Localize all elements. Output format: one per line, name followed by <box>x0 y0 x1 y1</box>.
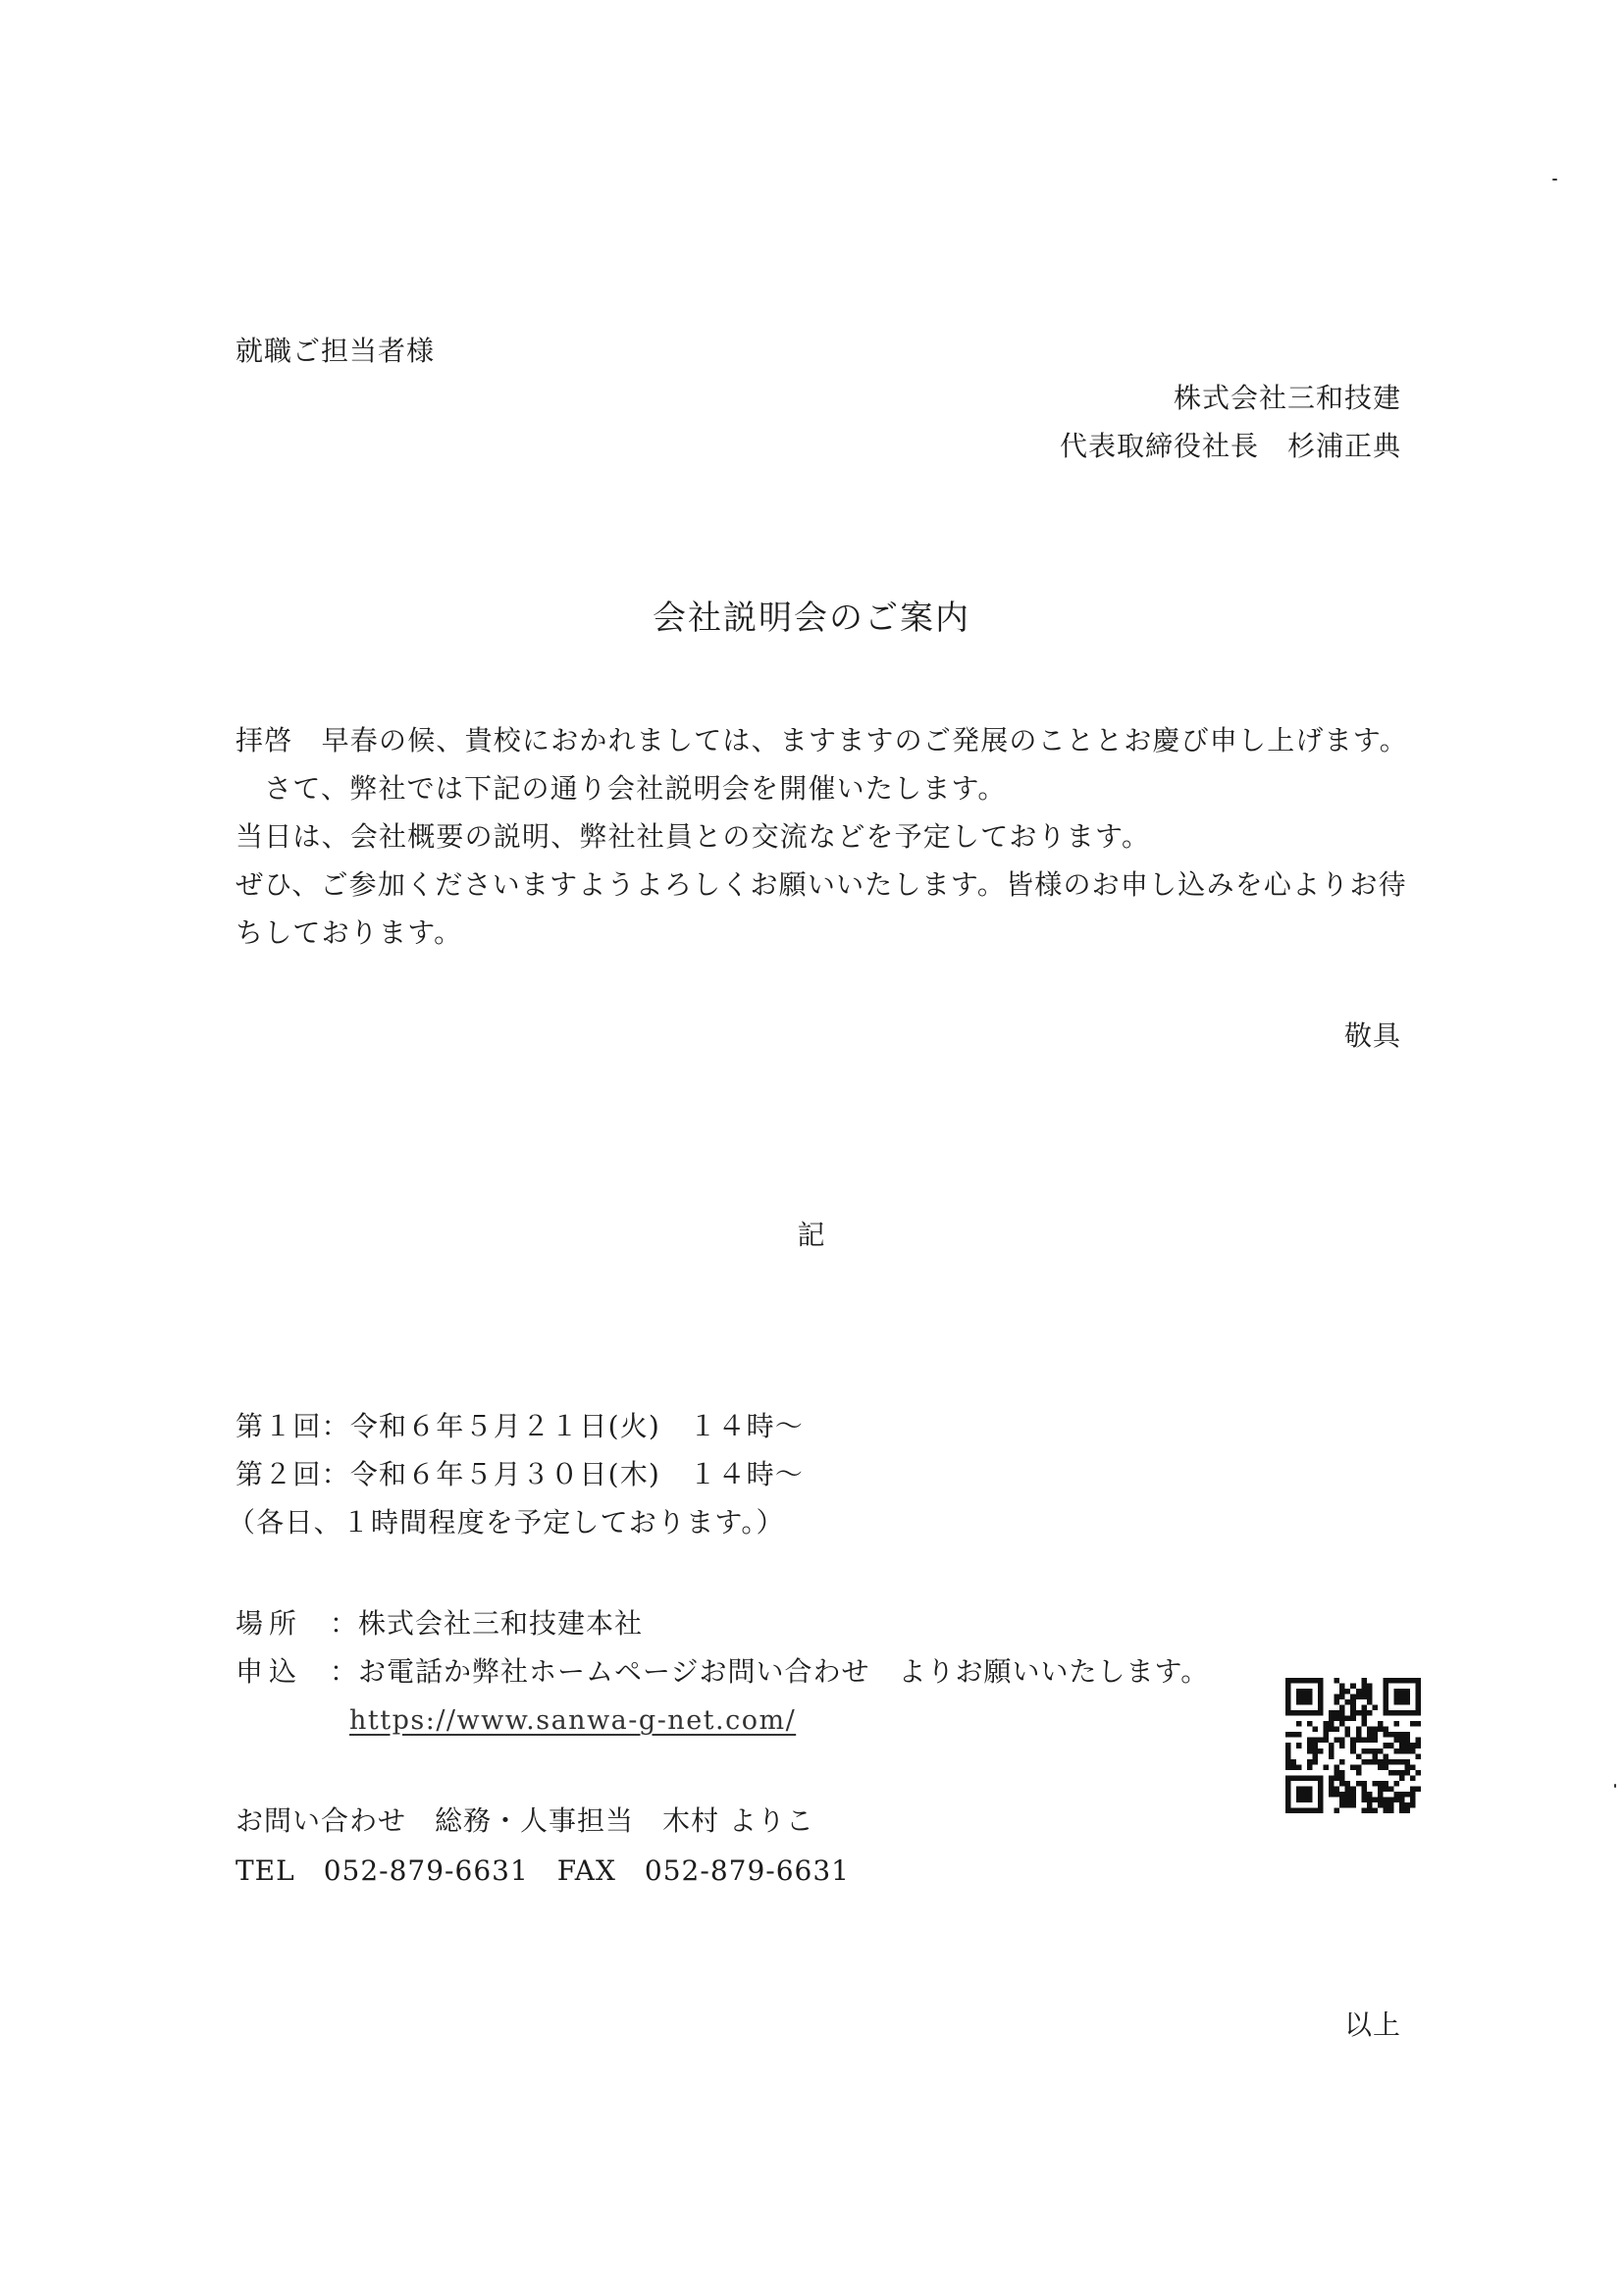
scan-speck <box>1614 1784 1616 1788</box>
schedule-session-1: 第１回：令和６年５月２１日(火) １４時～ <box>236 1410 805 1442</box>
schedule-session-2: 第２回：令和６年５月３０日(木) １４時～ <box>236 1458 805 1490</box>
apply-label: 申込 <box>236 1655 303 1688</box>
contact-line: お問い合わせ 総務・人事担当 木村 よりこ <box>236 1804 814 1837</box>
company-url-link[interactable]: https://www.sanwa-g-net.com/ <box>349 1705 797 1736</box>
note-heading: 記 <box>797 1219 826 1251</box>
apply-value: ：お電話か弊社ホームページお問い合わせ よりお願いいたします。 <box>330 1655 1210 1688</box>
body-line-1: 拝啓 早春の候、貴校におかれましては、ますますのご発展のこととお慶び申し上げます。 <box>236 724 1408 757</box>
place-label: 場所 <box>236 1607 303 1640</box>
scan-speck <box>1552 179 1557 181</box>
body-line-5: ちしております。 <box>236 916 463 949</box>
closing-keigu: 敬具 <box>1343 1019 1401 1052</box>
recipient: 就職ご担当者様 <box>236 335 436 367</box>
end-ijou: 以上 <box>1343 2009 1401 2041</box>
qr-code-icon[interactable] <box>1285 1678 1421 1813</box>
sender-company: 株式会社三和技建 <box>1173 382 1401 414</box>
phone-fax-line: TEL 052-879-6631 FAX 052-879-6631 <box>236 1854 850 1887</box>
sender-representative: 代表取締役社長 杉浦正典 <box>1059 430 1401 462</box>
body-line-4: ぜひ、ご参加くださいますようよろしくお願いいたします。皆様のお申し込みを心よりお待 <box>236 868 1407 901</box>
body-line-3: 当日は、会社概要の説明、弊社社員との交流などを予定しております。 <box>236 820 1151 853</box>
place-value: ：株式会社三和技建本社 <box>330 1607 644 1640</box>
schedule-note: （各日、１時間程度を予定しております。） <box>228 1506 785 1539</box>
body-line-2: さて、弊社では下記の通り会社説明会を開催いたします。 <box>236 772 1007 805</box>
document-title: 会社説明会のご案内 <box>653 599 970 638</box>
